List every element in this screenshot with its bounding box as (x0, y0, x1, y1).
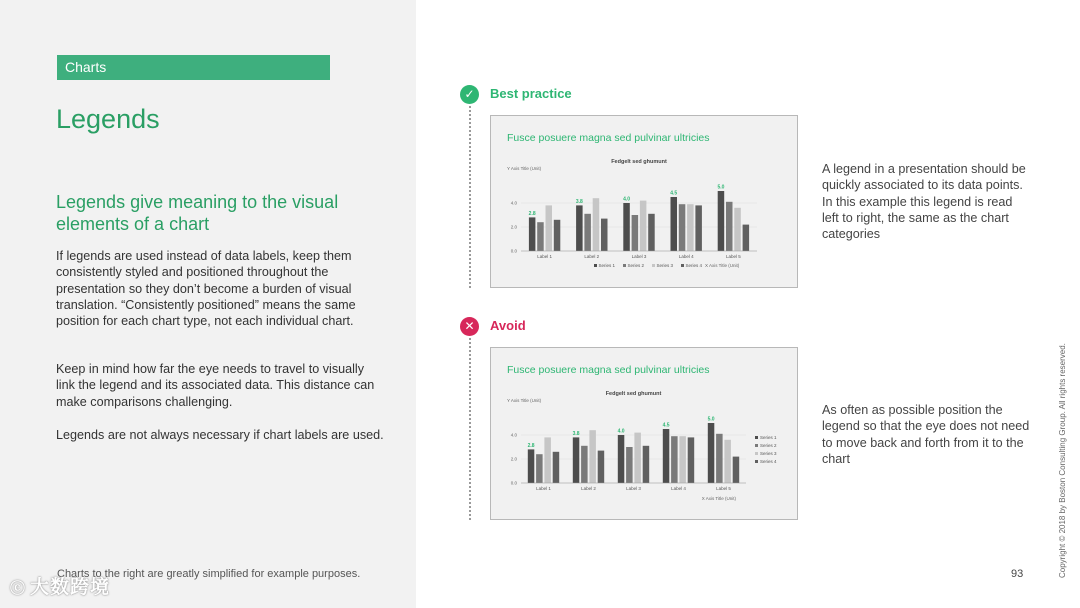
chart-title: Fusce posuere magna sed pulvinar ultricies (507, 364, 710, 376)
body-paragraph-3: Legends are not always necessary if chart labels are used. (56, 428, 384, 442)
data-label: 2.8 (528, 210, 536, 217)
timeline-dots-avoid (469, 338, 471, 520)
bar (724, 440, 731, 483)
best-practice-note: A legend in a presentation should be quickly associated to its data points. In this example this legend is read left to right, the same as the chart categories (822, 162, 1026, 242)
data-label: 4.5 (670, 190, 678, 197)
x-axis-title: X Axis Title (Unit) (701, 496, 736, 501)
data-label: 3.8 (572, 430, 580, 437)
data-label: 3.8 (575, 198, 583, 205)
bar (536, 454, 543, 483)
watermark-text: 大数跨境 (30, 577, 111, 598)
y-tick-label: 4.0 (510, 200, 517, 206)
y-tick-label: 2.0 (510, 456, 517, 462)
legend-swatch (755, 452, 758, 455)
legend-swatch (652, 264, 655, 267)
category-label: Label 2 (584, 254, 600, 259)
legend-item: Series 4 (760, 459, 777, 464)
chart-subtitle: Fedgelt sed ghumunt (605, 391, 662, 397)
cross-icon: ✕ (460, 317, 479, 336)
category-label: Label 4 (671, 486, 686, 491)
bar (576, 205, 583, 251)
avoid-note: As often as possible position the legend so that the eye does not need to move back and forth from it to the chart (822, 403, 1030, 466)
y-axis-title: Y Axis Title (Unit) (507, 398, 542, 403)
bar (671, 436, 678, 483)
legend-item: Series 1 (760, 435, 777, 440)
y-tick-label: 4.0 (510, 432, 517, 438)
legend-swatch (594, 264, 597, 267)
category-label: Label 5 (726, 254, 741, 259)
bar (634, 433, 641, 483)
best-practice-chart (490, 115, 798, 288)
page-title: Legends (56, 104, 160, 134)
data-label: 5.0 (707, 416, 715, 423)
bar (553, 452, 560, 483)
chart-subtitle: Fedgelt sed ghumunt (611, 159, 667, 165)
legend-item: Series 3 (760, 451, 777, 456)
bar (618, 435, 625, 483)
check-icon: ✓ (460, 85, 479, 104)
avoid-label: Avoid (490, 318, 526, 333)
bar (593, 198, 600, 251)
bar (537, 222, 544, 251)
bar (601, 219, 608, 251)
bar (632, 215, 639, 251)
bar (743, 225, 750, 251)
best-practice-chart-svg (491, 116, 797, 287)
x-axis-title: X Axis Title (Unit) (705, 263, 740, 268)
bar (688, 437, 695, 483)
bar (554, 220, 561, 251)
copyright: Copyright © 2018 by Boston Consulting Group. All rights reserved. (1058, 343, 1067, 578)
chart-title: Fusce posuere magna sed pulvinar ultricies (507, 132, 710, 144)
watermark (10, 572, 110, 599)
legend-swatch (755, 436, 758, 439)
legend-item: Series 3 (656, 263, 674, 268)
footnote: Charts to the right are greatly simplified for example purposes. (57, 568, 361, 580)
y-tick-label: 0.0 (510, 248, 517, 254)
bar (671, 197, 678, 251)
bar (726, 202, 733, 251)
bar (581, 446, 588, 483)
data-label: 5.0 (717, 184, 725, 191)
bar (623, 203, 630, 251)
bar (695, 205, 702, 251)
legend-item: Series 4 (685, 263, 703, 268)
category-label: Label 5 (716, 486, 731, 491)
y-tick-label: 2.0 (510, 224, 517, 230)
bar (733, 457, 740, 483)
bar (687, 204, 694, 251)
legend-item: Series 2 (760, 443, 777, 448)
category-label: Label 3 (626, 486, 641, 491)
data-label: 2.8 (527, 442, 535, 449)
bar (663, 429, 670, 483)
bar (573, 437, 580, 483)
avoid-chart-svg (491, 348, 797, 519)
body-paragraph-2: Keep in mind how far the eye needs to travel to visually link the legend and its associated data. This distance can make comparisons challenging. (56, 362, 375, 409)
legend-item: Series 1 (598, 263, 616, 268)
bar (544, 437, 551, 483)
bar (648, 214, 655, 251)
bar (679, 436, 686, 483)
category-label: Label 3 (631, 254, 647, 259)
bar (589, 430, 596, 483)
bar (708, 423, 715, 483)
category-label: Label 1 (537, 254, 552, 259)
data-label: 4.0 (623, 196, 631, 203)
timeline-dots-best-practice (469, 106, 471, 288)
y-tick-label: 0.0 (510, 480, 517, 486)
data-label: 4.5 (662, 422, 670, 429)
data-label: 4.0 (617, 428, 625, 435)
y-axis-title: Y Axis Title (Unit) (507, 166, 542, 171)
category-label: Label 1 (536, 486, 551, 491)
page-number: 93 (1011, 568, 1024, 580)
bar (640, 201, 647, 251)
bar (679, 204, 686, 251)
legend-swatch (681, 264, 684, 267)
body-paragraph-1: If legends are used instead of data labels, keep them consistently styled and positioned throughout the presentation so they don’t become a burden of visual translation. “Consistently positioned” means the same position for each chart type, not each individual chart. (56, 249, 356, 329)
watermark-logo-icon: ⓒ (10, 580, 27, 597)
bar (529, 217, 536, 251)
bar (716, 434, 723, 483)
bar (546, 205, 553, 251)
bar (584, 214, 591, 251)
bar (643, 446, 650, 483)
bar (734, 208, 741, 251)
bar (718, 191, 725, 251)
best-practice-label: Best practice (490, 86, 572, 101)
subtitle: Legends give meaning to the visual elements of a chart (56, 192, 339, 234)
category-label: Label 2 (581, 486, 596, 491)
bar (626, 447, 633, 483)
legend-item: Series 2 (627, 263, 645, 268)
avoid-chart (490, 347, 798, 520)
bar (598, 451, 605, 483)
category-label: Label 4 (678, 254, 694, 259)
bar (528, 449, 535, 483)
legend-swatch (755, 460, 758, 463)
legend-swatch (755, 444, 758, 447)
section-tag: Charts (57, 55, 330, 80)
legend-swatch (623, 264, 626, 267)
